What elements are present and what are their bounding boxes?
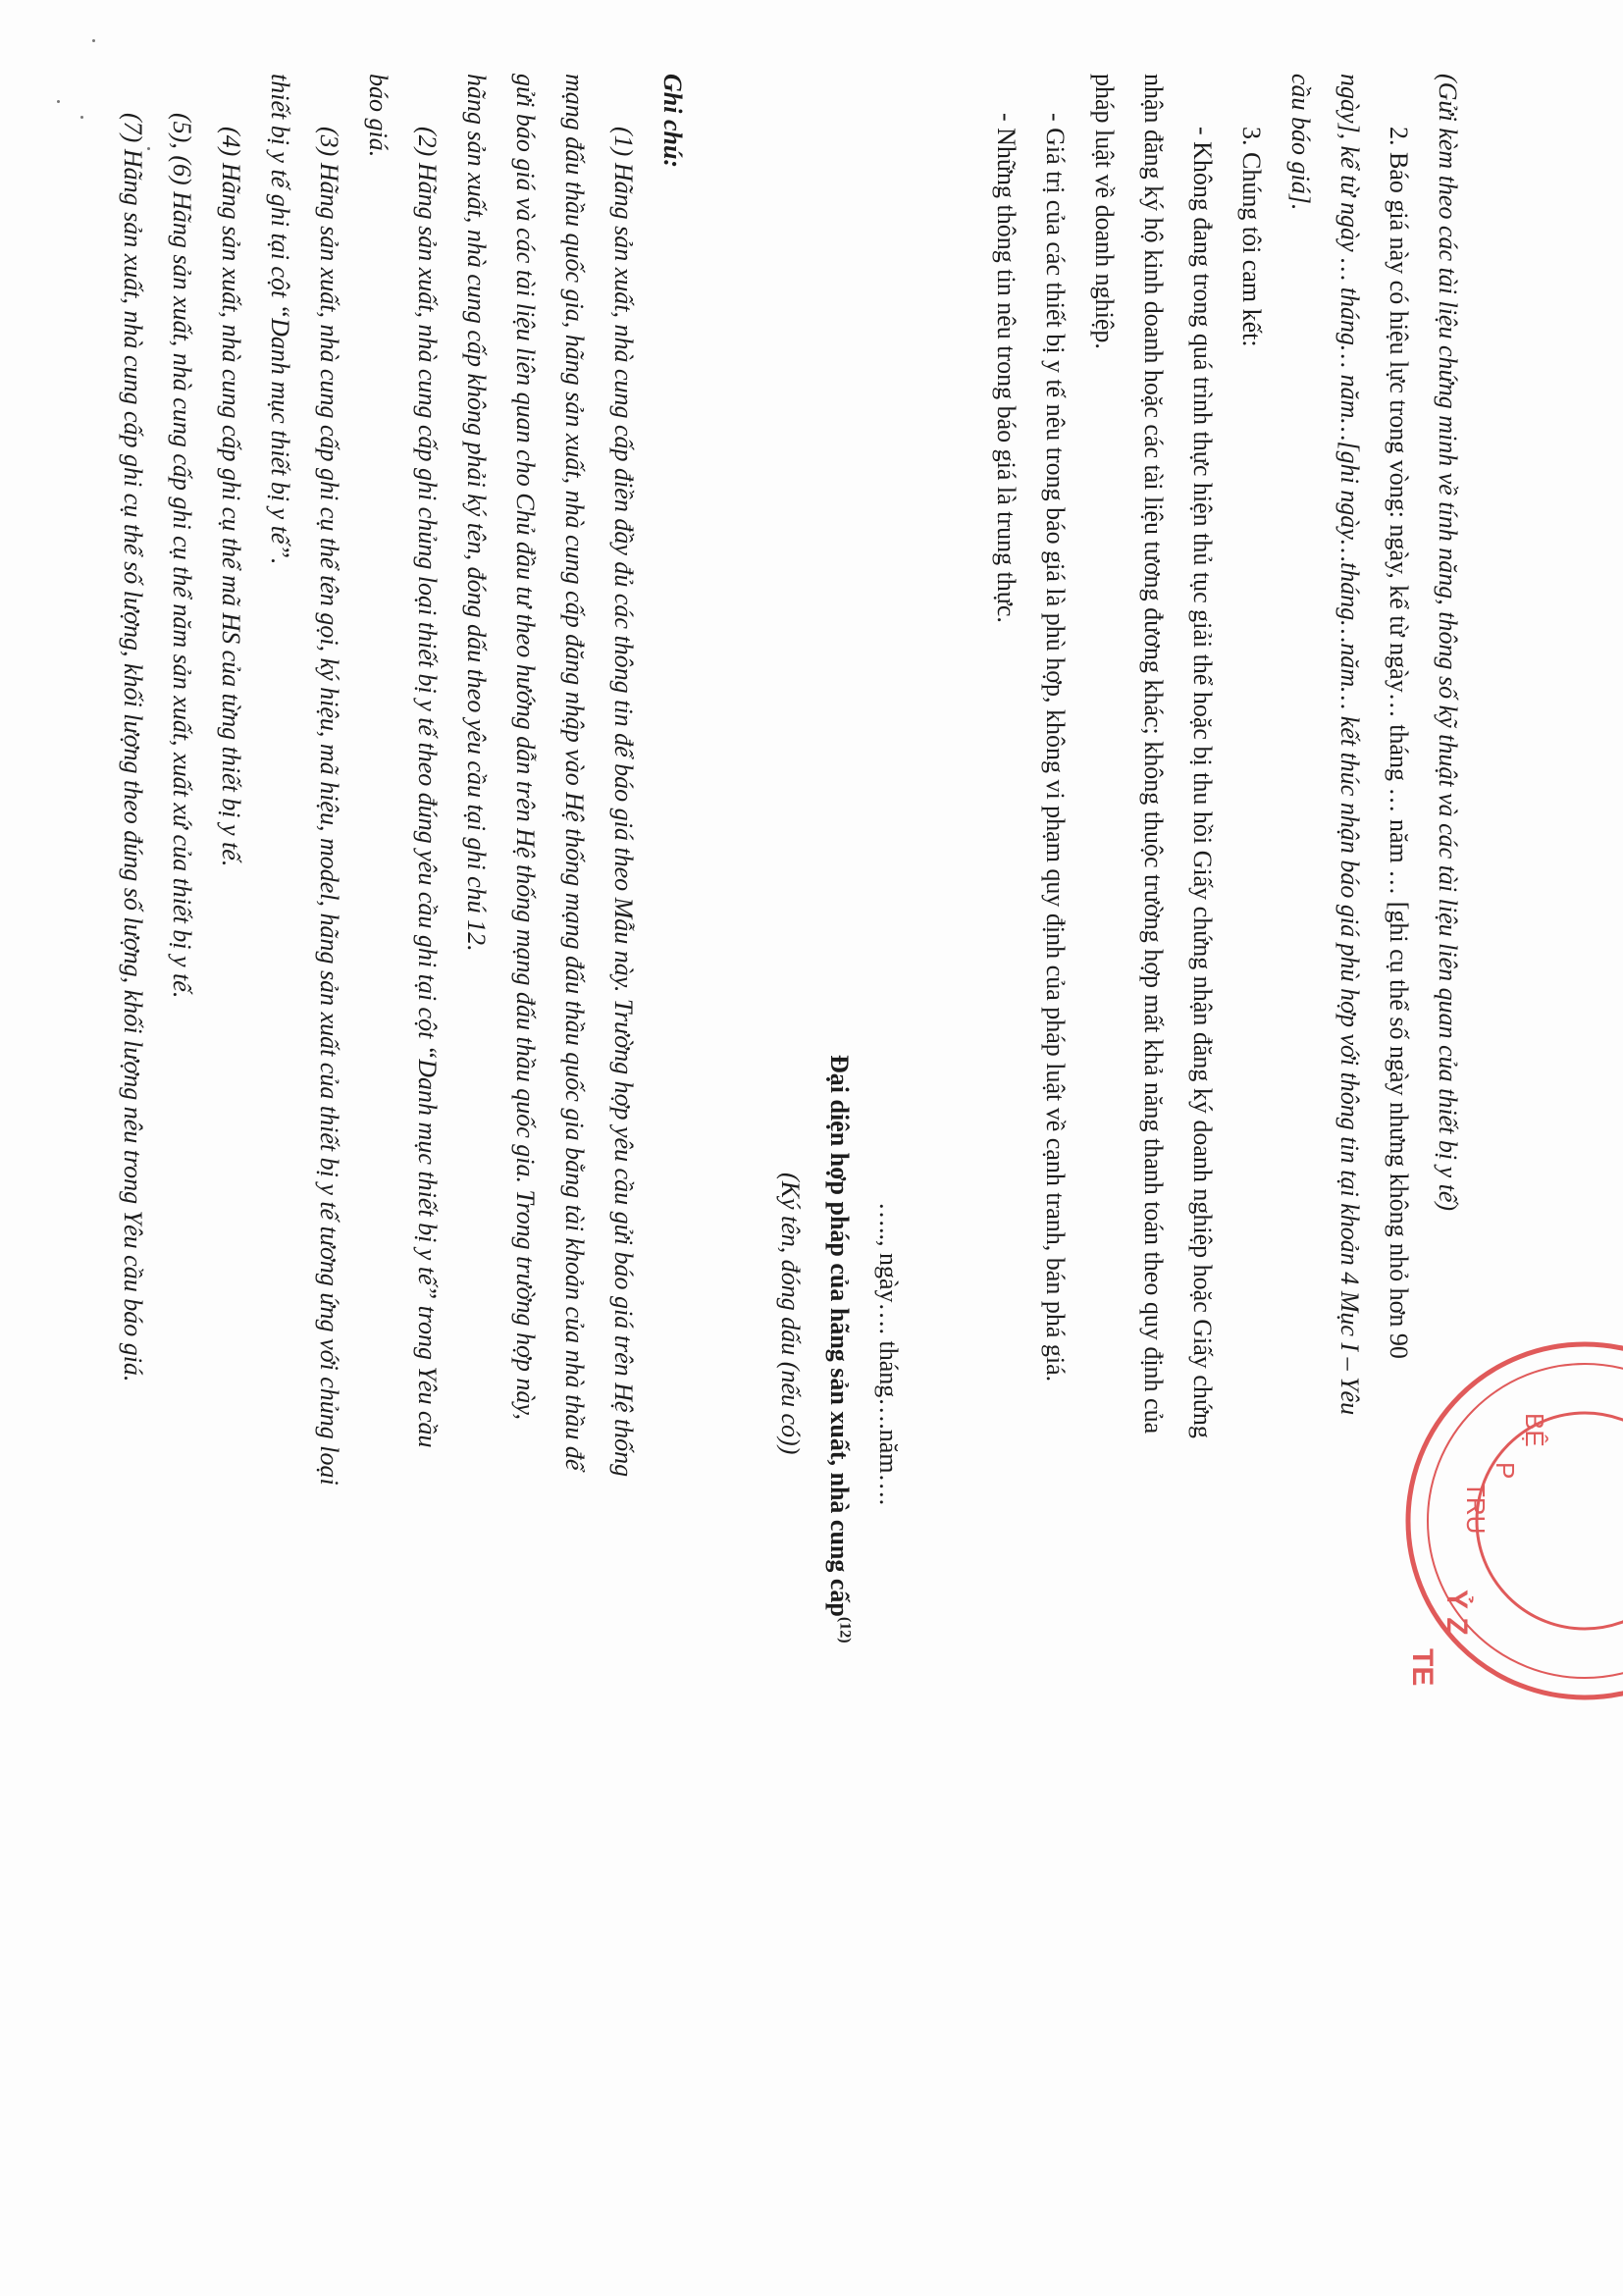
note-2-line-2: báo giá. <box>364 74 393 158</box>
note-1-line-1: (1) Hãng sản xuất, nhà cung cấp điền đầy đủ các thông tin để báo giá theo Mẫu này. Trường hợp yêu cầu gửi báo giá trên Hệ thống <box>609 127 638 1478</box>
validity-line-3: cầu báo giá]. <box>1286 74 1315 211</box>
note-3-line-2: thiết bị y tế ghi tại cột “Danh mục thiết bị y tế”. <box>266 74 294 565</box>
stamp-text: TE <box>1406 1648 1439 1687</box>
validity-line-1: 2. Báo giá này có hiệu lực trong vòng: ngày, kể từ ngày… tháng … năm … [ghi cụ thể số ngày nhưng không nhỏ hơn 90 <box>1385 127 1413 1359</box>
date-line: ….., ngày…. tháng….năm…. <box>874 1202 903 1506</box>
signature-note: (Ký tên, đóng dấu (nếu có)) <box>776 1173 805 1455</box>
scan-speck <box>80 116 83 119</box>
scan-speck <box>57 100 60 103</box>
rotated-text-block <box>119 74 1472 1899</box>
note-1-line-4: hãng sản xuất, nhà cung cấp không phải ký tên, đóng dấu theo yêu cầu tại ghi chú 12. <box>462 74 491 952</box>
stamp-text: BỆ <box>1520 1413 1549 1447</box>
note-5-6: (5), (6) Hãng sản xuất, nhà cung cấp ghi cụ thể năm sản xuất, xuất xứ của thiết bị y tế. <box>168 113 196 999</box>
commitment-1-line-2: nhận đăng ký hộ kinh doanh hoặc các tài liệu tương đương khác; không thuộc trường hợp mất khả năng thanh toán theo quy định của <box>1139 74 1168 1435</box>
attachment-note: (Gửi kèm theo các tài liệu chứng minh về tính năng, thông số kỹ thuật và các tài liệu liên quan của thiết bị y tế) <box>1434 74 1462 1212</box>
stamp-text: Ỷ Z <box>1440 1590 1473 1636</box>
signature-title: Đại diện hợp pháp của hãng sản xuất, nhà cung cấp$^{(12)}$ <box>825 1055 854 1644</box>
commitment-2: - Giá trị của các thiết bị y tế nêu trong báo giá là phù hợp, không vi phạm quy định của pháp luật về cạnh tranh, bán phá giá. <box>1041 113 1070 1383</box>
commitment-heading: 3. Chúng tôi cam kết: <box>1237 127 1266 347</box>
commitment-1-line-3: pháp luật về doanh nghiệp. <box>1090 74 1119 349</box>
notes-title: Ghi chú: <box>658 74 687 169</box>
note-7: (7) Hãng sản xuất, nhà cung cấp ghi cụ thể số lượng, khối lượng theo đúng số lượng, khối lượng nêu trong Yêu cầu báo giá. <box>119 113 147 1383</box>
note-2-line-1: (2) Hãng sản xuất, nhà cung cấp ghi chủng loại thiết bị y tế theo đúng yêu cầu ghi tại cột “Danh mục thiết bị y tế” trong Yêu cầu <box>413 127 442 1448</box>
note-3-line-1: (3) Hãng sản xuất, nhà cung cấp ghi cụ thể tên gọi, ký hiệu, mã hiệu, model, hãng sản xuất của thiết bị y tế tương ứng với chủng loại <box>315 127 343 1486</box>
stamp-text: TRU <box>1461 1482 1491 1535</box>
red-seal-stamp <box>1388 1325 1623 1717</box>
note-1-line-2: mạng đấu thầu quốc gia, hãng sản xuất, nhà cung cấp đăng nhập vào Hệ thống mạng đấu thầu quốc gia bằng tài khoản của nhà thầu để <box>560 74 589 1471</box>
note-4: (4) Hãng sản xuất, nhà cung cấp ghi cụ thể mã HS của từng thiết bị y tế. <box>217 127 245 867</box>
commitment-1-line-1: - Không đang trong quá trình thực hiện thủ tục giải thể hoặc bị thu hồi Giấy chứng nhận đăng ký doanh nghiệp hoặc Giấy chứng <box>1188 127 1217 1438</box>
note-1-line-3: gửi báo giá và các tài liệu liên quan cho Chủ đầu tư theo hướng dẫn trên Hệ thống mạng đấu thầu quốc gia. Trong trường hợp này, <box>511 74 540 1421</box>
validity-line-2: ngày], kể từ ngày … tháng… năm…[ghi ngày…tháng…năm… kết thúc nhận báo giá phù hợp với thông tin tại khoản 4 Mục I – Yêu <box>1335 74 1364 1416</box>
stamp-text: P <box>1491 1462 1520 1480</box>
scan-speck <box>92 39 95 42</box>
commitment-3: - Những thông tin nêu trong báo giá là trung thực. <box>992 113 1021 623</box>
